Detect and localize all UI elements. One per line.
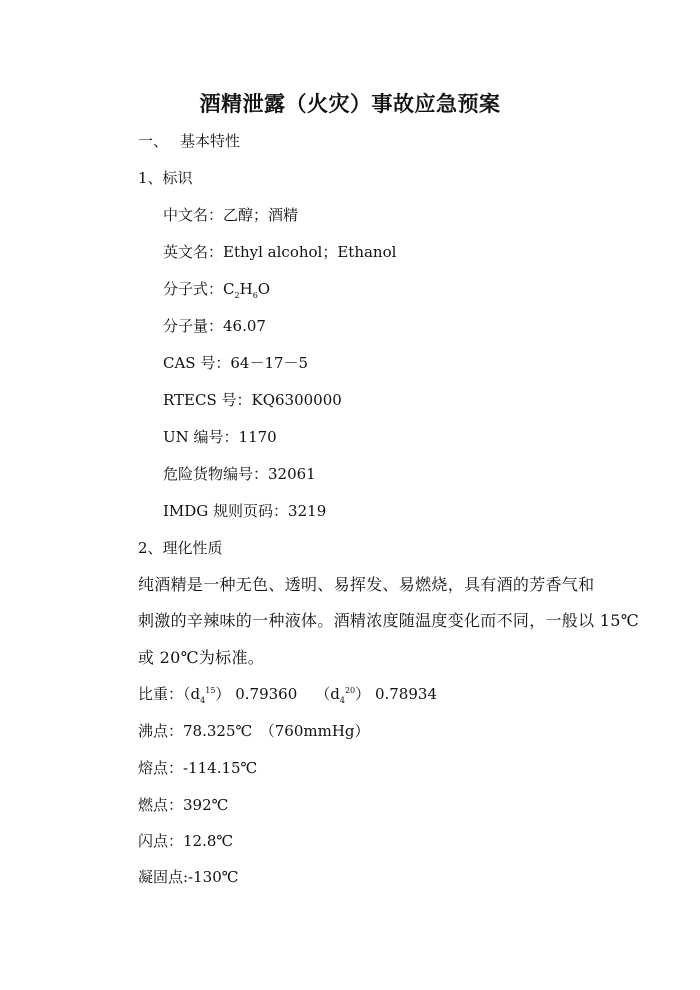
paragraph-line-1: 纯酒精是一种无色、透明、易挥发、易燃烧，具有酒的芳香气和 (138, 575, 595, 594)
field-imdg-page: IMDG 规则页码：3219 (163, 502, 327, 520)
prop-freezing-point: 凝固点:-130℃ (138, 868, 239, 886)
field-rtecs-number: RTECS 号：KQ6300000 (163, 391, 342, 409)
section-heading-basic (138, 130, 240, 151)
subheading-physicochemical: 2、理化性质 (138, 539, 223, 557)
prop-ignition-point: 燃点：392℃ (138, 796, 229, 814)
prop-boiling-point: 沸点：78.325℃ （760mmHg） (138, 722, 370, 740)
prop-melting-point: 熔点：-114.15℃ (138, 759, 258, 777)
field-dangerous-goods-number: 危险货物编号：32061 (163, 465, 316, 483)
subheading-identification: 1、标识 (138, 169, 193, 187)
field-chinese-name: 中文名：乙醇；酒精 (163, 206, 299, 224)
field-un-number: UN 编号：1170 (163, 428, 277, 446)
field-molecular-weight: 分子量：46.07 (163, 317, 266, 335)
section-number: 一、 (138, 132, 169, 150)
paragraph-line-3: 或 20℃为标准。 (138, 648, 265, 667)
field-cas-number: CAS 号：64－17－5 (163, 354, 309, 372)
field-molecular-formula: 分子式：$C_2H_6O$ (163, 280, 271, 300)
document-title: 酒精泄露（火灾）事故应急预案 (199, 91, 501, 116)
paragraph-line-2: 刺激的辛辣味的一种液体。酒精浓度随温度变化而不同，一般以 15℃ (138, 611, 639, 630)
prop-density: 比重：$(d_4^{15})$ 0.79360 $(d_4^{20})$ 0.78934 (138, 685, 437, 705)
section-label: 基本特性 (180, 132, 241, 150)
prop-flash-point: 闪点：12.8℃ (138, 832, 234, 850)
field-english-name: 英文名：Ethyl alcohol；Ethanol (163, 243, 397, 261)
